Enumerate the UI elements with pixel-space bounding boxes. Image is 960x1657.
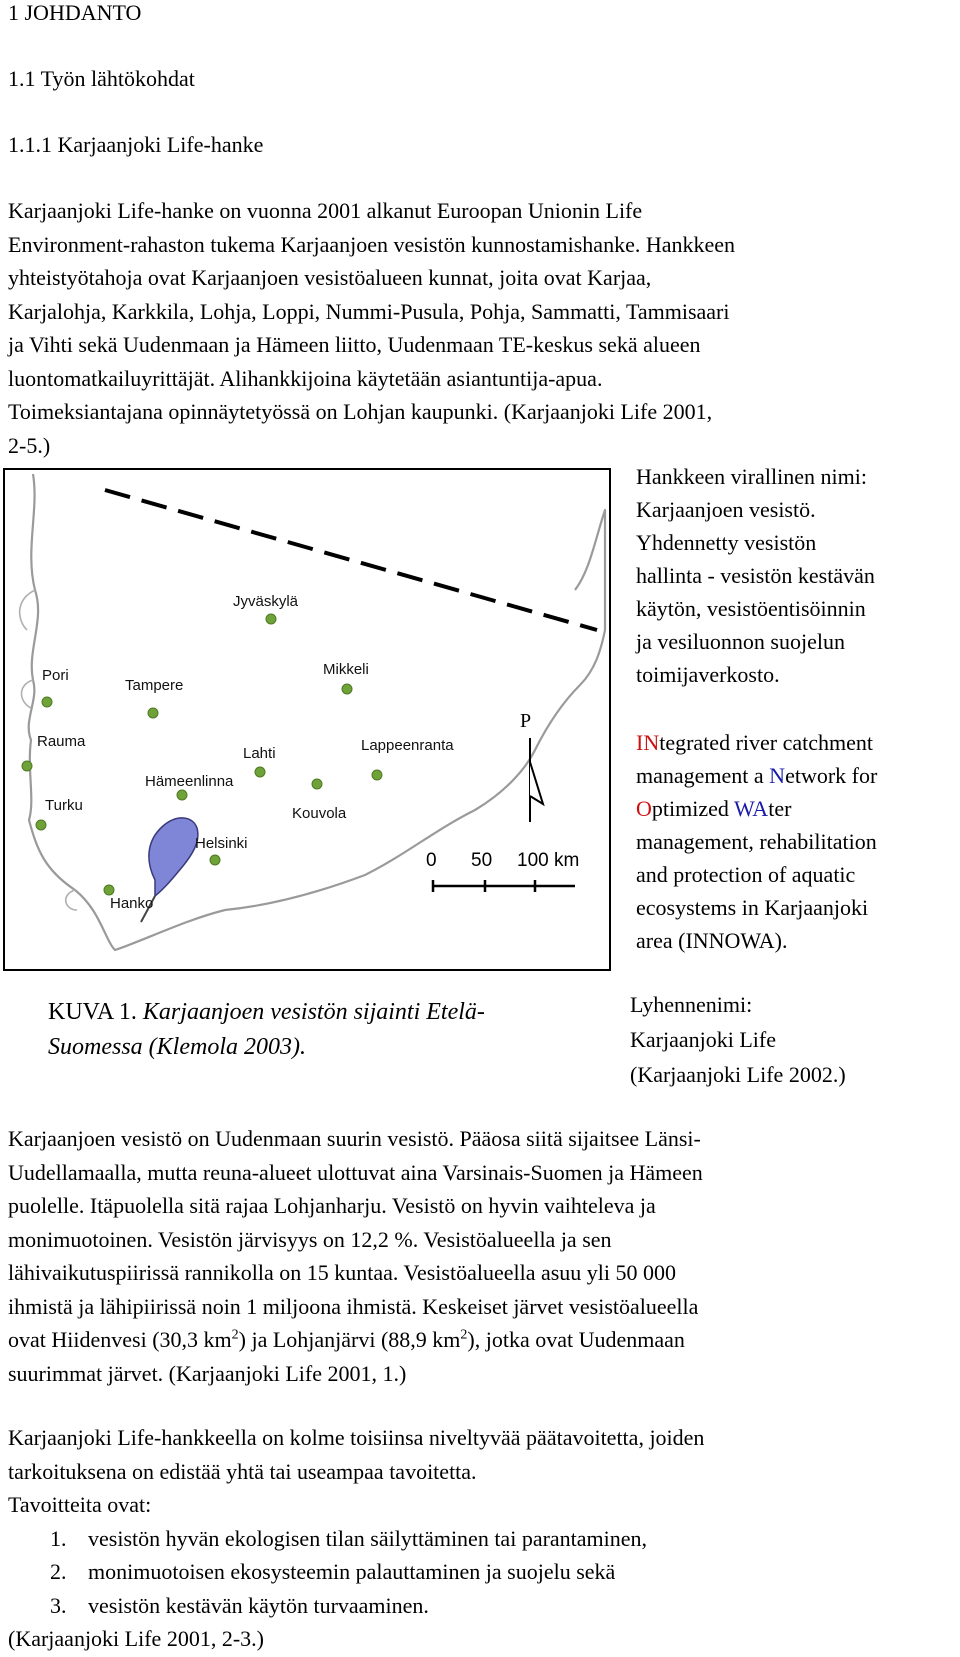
acronym-letters: IN	[636, 730, 660, 755]
text-line: hallinta - vesistön kestävän	[636, 563, 875, 588]
city-label-hanko: Hanko	[110, 895, 154, 912]
map-figure	[3, 468, 611, 971]
text-line: käytön, vesistöentisöinnin	[636, 596, 866, 621]
text-line: ihmistä ja lähipiirissä noin 1 miljoona ihmistä. Keskeiset järvet vesistöalueella	[8, 1293, 699, 1319]
city-label-lappeenranta: Lappeenranta	[361, 737, 454, 754]
text-line: Karjaanjoki Life-hanke on vuonna 2001 alkanut Euroopan Unionin Life	[8, 198, 643, 223]
body-paragraph	[8, 1122, 938, 1390]
chapter-heading: 1 JOHDANTO	[8, 0, 142, 25]
list-item	[8, 1555, 938, 1589]
city-label-kouvola: Kouvola	[292, 805, 347, 822]
official-name-block	[636, 460, 875, 691]
text-line	[636, 759, 877, 792]
text-line: Karjaanjoen vesistö on Uudenmaan suurin vesistö. Pääosa siitä sijaitsee Länsi-	[8, 1126, 701, 1151]
text-line: luontomatkailuyrittäjät. Alihankkijoina käytetään asiantuntija-apua.	[8, 365, 603, 391]
list-item	[8, 1589, 938, 1623]
city-label-helsinki: Helsinki	[195, 835, 248, 852]
intro-paragraph	[8, 194, 938, 462]
city-label-jyvaskyla: Jyväskylä	[233, 593, 299, 610]
list-number: 2.	[50, 1559, 67, 1584]
goals-intro: Tavoitteita ovat:	[8, 1492, 152, 1517]
text-line: Environment-rahaston tukema Karjaanjoen vesistön kunnostamishanke. Hankkeen	[8, 231, 736, 257]
superscript: 2	[231, 1327, 239, 1343]
caption-text: Suomessa (Klemola 2003).	[48, 1034, 306, 1060]
text-line: and protection of aquatic	[636, 862, 856, 887]
text-line: Karjaanjoki Life	[630, 1027, 776, 1052]
list-item	[8, 1522, 938, 1556]
caption-line	[48, 1030, 485, 1065]
text-line: Uudellamaalla, mutta reuna-alueet ulottuvat aina Varsinais-Suomen ja Hämeen	[8, 1159, 703, 1185]
dashed-boundary	[105, 490, 597, 630]
text-span: ) ja Lohjanjärvi (88,9 km	[238, 1327, 461, 1352]
lake-shape	[149, 818, 198, 896]
subsection-heading: 1.1.1 Karjaanjoki Life-hanke	[8, 132, 264, 157]
text-line: 2-5.)	[8, 432, 51, 458]
goals-section	[8, 1421, 938, 1656]
text-span: ter	[768, 796, 792, 821]
text-line	[636, 726, 877, 759]
north-label: P	[520, 710, 532, 732]
text-line: suurimmat järvet. (Karjaanjoki Life 2001, 1.)	[8, 1360, 407, 1386]
scale-label-end: 100 km	[517, 850, 580, 871]
text-span: management a	[636, 763, 770, 788]
acronym-letters: O	[636, 796, 652, 821]
list-text: vesistön kestävän käytön turvaaminen.	[88, 1592, 429, 1618]
text-line: toimijaverkosto.	[636, 662, 780, 687]
text-line: ecosystems in Karjaanjoki	[636, 895, 869, 920]
text-line	[636, 792, 877, 825]
superscript: 2	[460, 1327, 468, 1343]
scale-label-mid: 50	[471, 850, 493, 871]
list-text: vesistön hyvän ekologisen tilan säilyttäminen tai parantaminen,	[88, 1525, 648, 1551]
city-label-mikkeli: Mikkeli	[323, 661, 369, 678]
text-line: lähivaikutuspiirissä rannikolla on 15 kuntaa. Vesistöalueella asuu yli 50 000	[8, 1260, 677, 1285]
text-line: Karjaanjoen vesistö.	[636, 497, 816, 522]
city-label-turku: Turku	[45, 797, 83, 814]
text-line: Karjaanjoki Life-hankkeella on kolme toisiinsa niveltyvää päätavoitetta, joiden	[8, 1425, 705, 1450]
text-line: Karjalohja, Karkkila, Lohja, Loppi, Nummi-Pusula, Pohja, Sammatti, Tammisaari	[8, 298, 730, 324]
figure-caption	[48, 995, 485, 1065]
city-label-hameenlinna: Hämeenlinna	[145, 773, 234, 790]
short-name-block	[630, 987, 846, 1092]
text-line: management, rehabilitation	[636, 829, 877, 854]
scale-label-zero: 0	[426, 850, 437, 871]
city-dots	[22, 614, 382, 895]
scale-bar	[433, 880, 575, 892]
text-line: Hankkeen virallinen nimi:	[636, 464, 867, 489]
city-label-rauma: Rauma	[37, 733, 86, 750]
text-line: monimuotoinen. Vesistön järvisyys on 12,2 %. Vesistöalueella ja sen	[8, 1226, 612, 1252]
acronym-letters: WA	[733, 796, 769, 821]
text-span: ovat Hiidenvesi (30,3 km	[8, 1327, 232, 1352]
acronym-letters: N	[769, 763, 786, 788]
caption-line	[48, 995, 485, 1030]
text-line: Lyhennenimi:	[630, 992, 753, 1017]
text-span: etwork for	[785, 763, 878, 788]
goals-list	[8, 1522, 938, 1623]
innowa-block	[636, 726, 877, 957]
city-label-lahti: Lahti	[243, 745, 276, 762]
list-number: 3.	[50, 1592, 67, 1618]
text-line: ja vesiluonnon suojelun	[636, 629, 845, 654]
text-line: area (INNOWA).	[636, 928, 788, 953]
north-arrow	[530, 738, 543, 822]
text-line: ja Vihti sekä Uudenmaan ja Hämeen liitto, Uudenmaan TE-keskus sekä alueen	[8, 332, 701, 357]
coastline	[29, 474, 605, 950]
list-number: 1.	[50, 1525, 67, 1551]
text-line: tarkoituksena on edistää yhtä tai useampaa tavoitetta.	[8, 1458, 477, 1484]
text-line: puolelle. Itäpuolella sitä rajaa Lohjanharju. Vesistö on hyvin vaihteleva ja	[8, 1193, 656, 1218]
text-line: Toimeksiantajana opinnäytetyössä on Lohjan kaupunki. (Karjaanjoki Life 2001,	[8, 399, 713, 424]
text-line	[8, 1323, 938, 1357]
caption-text: Karjaanjoen vesistön sijainti Etelä-	[142, 999, 485, 1025]
city-label-tampere: Tampere	[125, 677, 184, 694]
text-span: tegrated river catchment	[659, 730, 873, 755]
text-line: Yhdennetty vesistön	[636, 530, 817, 555]
text-line: yhteistyötahoja ovat Karjaanjoen vesistöalueen kunnat, joita ovat Karjaa,	[8, 265, 652, 290]
city-label-pori: Pori	[42, 667, 69, 684]
section-heading: 1.1 Työn lähtökohdat	[8, 66, 195, 91]
source-citation: (Karjaanjoki Life 2001, 2-3.)	[8, 1626, 264, 1651]
caption-label: KUVA 1.	[48, 999, 137, 1025]
finland-map-svg	[5, 470, 609, 969]
list-text: monimuotoisen ekosysteemin palauttaminen ja suojelu sekä	[88, 1559, 616, 1584]
text-span: ptimized	[651, 796, 734, 821]
text-span: ), jotka ovat Uudenmaan	[467, 1327, 685, 1352]
text-line: (Karjaanjoki Life 2002.)	[630, 1062, 846, 1087]
